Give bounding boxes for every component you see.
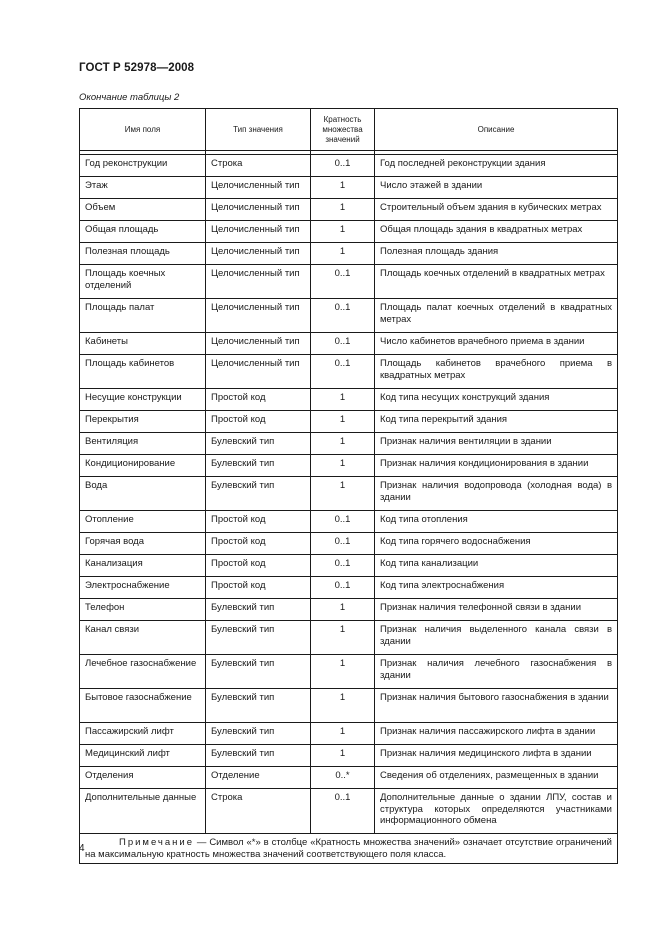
cell-field-name: Вода	[80, 477, 206, 511]
cell-cardinality: 0..1	[311, 155, 375, 177]
cell-description: Строительный объем здания в кубических метрах	[375, 199, 618, 221]
cell-value-type: Простой код	[206, 511, 311, 533]
cell-field-name: Перекрытия	[80, 411, 206, 433]
cell-field-name: Общая площадь	[80, 221, 206, 243]
table-row	[80, 433, 618, 455]
table-row	[80, 689, 618, 723]
table-row	[80, 389, 618, 411]
cell-value-type: Простой код	[206, 411, 311, 433]
cell-field-name: Этаж	[80, 177, 206, 199]
cell-description: Код типа перекрытий здания	[375, 411, 618, 433]
cell-value-type: Целочисленный тип	[206, 299, 311, 333]
table-row	[80, 577, 618, 599]
cell-description: Число этажей в здании	[375, 177, 618, 199]
cell-field-name: Отделения	[80, 767, 206, 789]
note-text: — Символ «*» в столбце «Кратность множества значений» означает отсутствие ограничений на максимальную кратность множества значений соответствующего поля класса.	[85, 837, 612, 860]
cell-field-name: Кабинеты	[80, 333, 206, 355]
table-row	[80, 177, 618, 199]
table-row	[80, 243, 618, 265]
table-note	[80, 834, 618, 864]
cell-description: Признак наличия водопровода (холодная вода) в здании	[375, 477, 618, 511]
cell-cardinality: 1	[311, 221, 375, 243]
cell-field-name: Площадь кабинетов	[80, 355, 206, 389]
cell-cardinality: 0..1	[311, 577, 375, 599]
cell-value-type: Булевский тип	[206, 655, 311, 689]
table-row	[80, 265, 618, 299]
cell-description: Год последней реконструкции здания	[375, 155, 618, 177]
cell-cardinality: 1	[311, 745, 375, 767]
cell-field-name: Лечебное газоснабжение	[80, 655, 206, 689]
cell-cardinality: 0..1	[311, 789, 375, 834]
cell-cardinality: 0..1	[311, 511, 375, 533]
cell-value-type: Целочисленный тип	[206, 333, 311, 355]
cell-value-type: Строка	[206, 789, 311, 834]
cell-cardinality: 1	[311, 599, 375, 621]
cell-field-name: Бытовое газоснабжение	[80, 689, 206, 723]
cell-field-name: Телефон	[80, 599, 206, 621]
cell-value-type: Целочисленный тип	[206, 243, 311, 265]
cell-field-name: Канал связи	[80, 621, 206, 655]
table-row	[80, 199, 618, 221]
cell-description: Признак наличия кондиционирования в здании	[375, 455, 618, 477]
table-row	[80, 621, 618, 655]
table-row	[80, 533, 618, 555]
cell-value-type: Булевский тип	[206, 477, 311, 511]
cell-description: Код типа канализации	[375, 555, 618, 577]
cell-field-name: Медицинский лифт	[80, 745, 206, 767]
cell-description: Код типа отопления	[375, 511, 618, 533]
cell-cardinality: 1	[311, 723, 375, 745]
document-header: ГОСТ Р 52978—2008	[79, 62, 195, 74]
cell-description: Площадь палат коечных отделений в квадратных метрах	[375, 299, 618, 333]
cell-description: Площадь кабинетов врачебного приема в квадратных метрах	[375, 355, 618, 389]
cell-field-name: Кондиционирование	[80, 455, 206, 477]
cell-cardinality: 1	[311, 199, 375, 221]
cell-description: Код типа электроснабжения	[375, 577, 618, 599]
column-header-field-name: Имя поля	[80, 109, 206, 151]
cell-value-type: Целочисленный тип	[206, 199, 311, 221]
cell-cardinality: 1	[311, 433, 375, 455]
cell-description: Общая площадь здания в квадратных метрах	[375, 221, 618, 243]
cell-cardinality: 1	[311, 621, 375, 655]
cell-description: Признак наличия бытового газоснабжения в здании	[375, 689, 618, 723]
table-row	[80, 333, 618, 355]
cell-cardinality: 0..1	[311, 555, 375, 577]
cell-description: Признак наличия выделенного канала связи в здании	[375, 621, 618, 655]
cell-value-type: Булевский тип	[206, 455, 311, 477]
cell-description: Признак наличия пассажирского лифта в здании	[375, 723, 618, 745]
cell-cardinality: 1	[311, 243, 375, 265]
cell-value-type: Простой код	[206, 389, 311, 411]
note-label: Примечание	[119, 837, 194, 848]
cell-value-type: Простой код	[206, 577, 311, 599]
table-row	[80, 767, 618, 789]
cell-field-name: Площадь коечных отделений	[80, 265, 206, 299]
cell-cardinality: 1	[311, 177, 375, 199]
cell-field-name: Несущие конструкции	[80, 389, 206, 411]
cell-cardinality: 1	[311, 655, 375, 689]
cell-cardinality: 0..1	[311, 299, 375, 333]
cell-value-type: Булевский тип	[206, 745, 311, 767]
table-row	[80, 723, 618, 745]
cell-cardinality: 1	[311, 455, 375, 477]
cell-cardinality: 0..1	[311, 355, 375, 389]
table-row	[80, 411, 618, 433]
cell-cardinality: 1	[311, 689, 375, 723]
cell-cardinality: 0..1	[311, 533, 375, 555]
page-number: 4	[79, 843, 85, 854]
table-row	[80, 655, 618, 689]
fields-table	[79, 108, 618, 864]
table-row	[80, 599, 618, 621]
cell-field-name: Полезная площадь	[80, 243, 206, 265]
cell-description: Признак наличия медицинского лифта в здании	[375, 745, 618, 767]
note-row	[80, 834, 618, 864]
cell-description: Признак наличия вентиляции в здании	[375, 433, 618, 455]
table-caption: Окончание таблицы 2	[79, 92, 180, 103]
cell-field-name: Канализация	[80, 555, 206, 577]
cell-description: Код типа горячего водоснабжения	[375, 533, 618, 555]
cell-cardinality: 1	[311, 477, 375, 511]
cell-value-type: Целочисленный тип	[206, 265, 311, 299]
cell-value-type: Булевский тип	[206, 723, 311, 745]
cell-field-name: Пассажирский лифт	[80, 723, 206, 745]
table-row	[80, 745, 618, 767]
table-row	[80, 299, 618, 333]
column-header-description: Описание	[375, 109, 618, 151]
cell-value-type: Простой код	[206, 555, 311, 577]
cell-cardinality: 0..1	[311, 265, 375, 299]
cell-description: Площадь коечных отделений в квадратных метрах	[375, 265, 618, 299]
cell-description: Сведения об отделениях, размещенных в здании	[375, 767, 618, 789]
cell-field-name: Вентиляция	[80, 433, 206, 455]
cell-cardinality: 1	[311, 389, 375, 411]
cell-field-name: Дополнительные данные	[80, 789, 206, 834]
cell-field-name: Площадь палат	[80, 299, 206, 333]
cell-value-type: Целочисленный тип	[206, 177, 311, 199]
column-header-cardinality: Кратность множества значений	[311, 109, 375, 151]
table-row	[80, 221, 618, 243]
cell-field-name: Год реконструкции	[80, 155, 206, 177]
cell-description: Дополнительные данные о здании ЛПУ, состав и структура которых определяются участниками информационного обмена	[375, 789, 618, 834]
cell-field-name: Объем	[80, 199, 206, 221]
cell-cardinality: 0..*	[311, 767, 375, 789]
cell-value-type: Булевский тип	[206, 689, 311, 723]
cell-description: Число кабинетов врачебного приема в здании	[375, 333, 618, 355]
cell-value-type: Простой код	[206, 533, 311, 555]
cell-cardinality: 1	[311, 411, 375, 433]
table-row	[80, 455, 618, 477]
cell-value-type: Булевский тип	[206, 599, 311, 621]
cell-value-type: Булевский тип	[206, 621, 311, 655]
table-row	[80, 477, 618, 511]
table-row	[80, 511, 618, 533]
table-row	[80, 789, 618, 834]
cell-value-type: Отделение	[206, 767, 311, 789]
cell-description: Признак наличия лечебного газоснабжения в здании	[375, 655, 618, 689]
cell-cardinality: 0..1	[311, 333, 375, 355]
column-header-value-type: Тип значения	[206, 109, 311, 151]
cell-description: Признак наличия телефонной связи в здании	[375, 599, 618, 621]
table-row	[80, 555, 618, 577]
cell-field-name: Горячая вода	[80, 533, 206, 555]
cell-value-type: Целочисленный тип	[206, 355, 311, 389]
table-row	[80, 355, 618, 389]
cell-value-type: Булевский тип	[206, 433, 311, 455]
table-header-row	[80, 109, 618, 151]
cell-description: Полезная площадь здания	[375, 243, 618, 265]
cell-value-type: Строка	[206, 155, 311, 177]
cell-value-type: Целочисленный тип	[206, 221, 311, 243]
cell-field-name: Отопление	[80, 511, 206, 533]
cell-field-name: Электроснабжение	[80, 577, 206, 599]
cell-description: Код типа несущих конструкций здания	[375, 389, 618, 411]
table-row	[80, 155, 618, 177]
